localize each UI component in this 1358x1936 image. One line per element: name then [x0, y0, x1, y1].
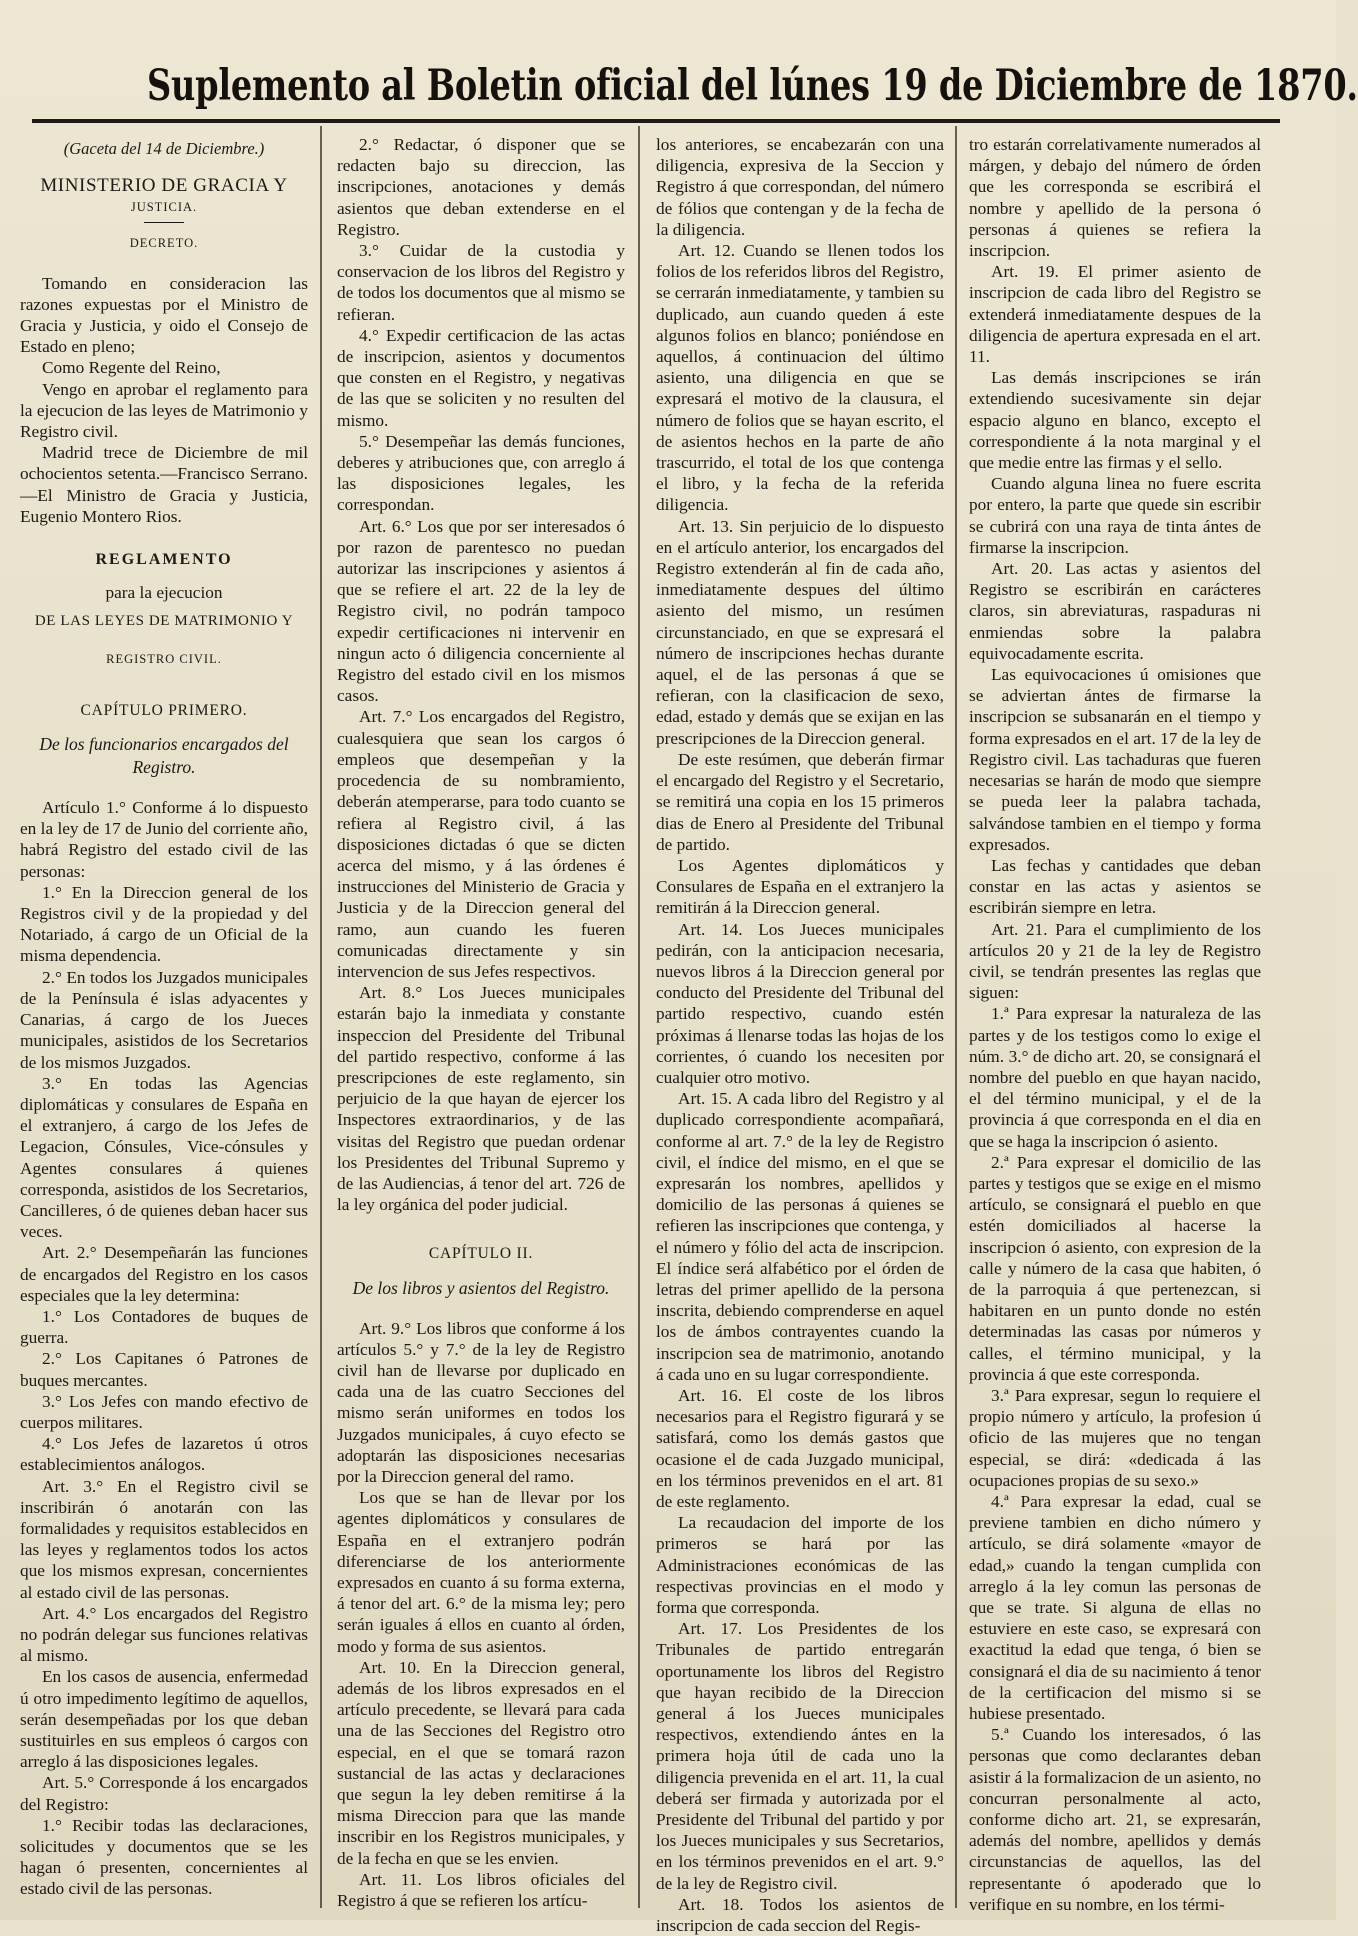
- chapter-title: De los funcionarios encargados del Registro.: [39, 734, 289, 778]
- column-2: [337, 134, 625, 1911]
- article-item: 3.° Cuidar de la custodia y conservacion de los libros del Registro y de todos los documentos que al mismo se refieran.: [337, 241, 625, 324]
- article: Art. 7.° Los encargados del Registro, cualesquiera que sean los cargos ó empleos que desempeñan y la procedencia de su nombramiento, deberán atemperarse, para todo cuanto se refiera al Registro civil, á las disposiciones dictadas ó que se dicten acerca del mismo, y á las órdenes é instrucciones del Ministerio de Gracia y Justicia y de la Direccion general del ramo, aun cuando les fueren comunicadas directamente y sin intervencion de sus Jefes respectivos.: [337, 707, 625, 981]
- paragraph: Los que se han de llevar por los agentes diplomáticos y consulares de España en el extranjero podrán diferenciarse de los anteriormente expresados en cuanto á su forma externa, á tenor del art. 6.° de la misma ley; pero serán iguales á ellos en cuanto al órden, modo y forma de sus asientos.: [337, 1488, 625, 1656]
- short-rule: [144, 222, 184, 223]
- article: Art. 21. Para el cumplimiento de los artículos 20 y 21 de la ley de Registro civil, se tendrán presentes las reglas que siguen:: [969, 919, 1261, 1003]
- paragraph: tro estarán correlativamente numerados al márgen, y debajo del número de órden que les corresponda se escribirá el nombre y apellido de la persona ó personas á quienes se refiera la inscripcion.: [969, 135, 1261, 261]
- article: Art. 15. A cada libro del Registro y al duplicado correspondiente acompañará, conforme al art. 7.° de la ley de Registro civil, el índice del mismo, en el que se expresarán los nombres, apellidos y domicilio de las personas á quienes se refieren las inscripciones que contenga, y el número y fólio del acta de inscripcion. El índice será alfabético por el órden de letras del primer apellido de la persona inscrita, debiendo comprenderse en aquel los de ámbos contrayentes cuando la inscripcion sea de matrimonio, anotando á cada uno en su lugar correspondiente.: [656, 1089, 944, 1384]
- article-item: 4.ª Para expresar la edad, cual se previene tambien en dicho número y artículo, se dirá solamente «mayor de edad,» cuando la tengan cumplida con arreglo á la ley comun las personas de que se trate. Si alguna de ellas no estuviere en este caso, se expresará con exactitud la edad que tenga, ó bien se consignará el dia de su nacimiento á tenor de la certificacion del mismo si se hubiese presentado.: [969, 1492, 1261, 1724]
- column-4: [969, 134, 1261, 1914]
- article: Art. 16. El coste de los libros necesarios para el Registro figurará y se satisfará, como los demás gastos que ocasione el de cada Juzgado municipal, en los términos prevenidos en el art. 81 de este reglamento.: [656, 1385, 944, 1511]
- decree-heading: DECRETO.: [129, 236, 199, 251]
- article-item: 3.° En todas las Agencias diplomáticas y consulares de España en el extranjero, á cargo de los Jefes de Legacion, Cónsules, Vice-cónsules y Agentes consulares á quienes corresponda, asistidos de los Secretarios, Cancilleres, ó de quienes deban hacer sus veces.: [20, 1073, 308, 1242]
- paragraph: Vengo en aprobar el reglamento para la ejecucion de las leyes de Matrimonio y Registro civil.: [20, 379, 308, 442]
- subheading: DE LAS LEYES DE MATRIMONIO Y: [34, 613, 294, 630]
- paragraph: De este resúmen, que deberán firmar el encargado del Registro y el Secretario, se remitirá una copia en los 15 primeros dias de Enero al Presidente del Tribunal de partido.: [656, 749, 944, 854]
- paragraph: Madrid trece de Diciembre de mil ochocientos setenta.—Francisco Serrano.—El Ministro de Gracia y Justicia, Eugenio Montero Rios.: [20, 443, 308, 526]
- subheading: para la ejecucion: [105, 583, 223, 603]
- article-item: 4.° Los Jefes de lazaretos ú otros establecimientos análogos.: [20, 1434, 308, 1475]
- column-1: [20, 134, 308, 1906]
- article: Artículo 1.° Conforme á lo dispuesto en la ley de 17 de Junio del corriente año, habrá Registro del estado civil de las personas:: [20, 798, 308, 881]
- reglamento-heading: REGLAMENTO: [95, 551, 233, 569]
- article-item: 1.° En la Direccion general de los Registros civil y de la propiedad y del Notariado, á cargo de un Oficial de la misma dependencia.: [20, 882, 308, 966]
- article: Art. 20. Las actas y asientos del Registro se escribirán en carácteres claros, sin abreviaturas, raspaduras ni enmiendas sobre la palabra equivocadamente escrita.: [969, 559, 1261, 663]
- article-item: 4.° Expedir certificacion de las actas de inscripcion, asientos y documentos que consten en el Registro, y negativas de las que se soliciten y no resulten del mismo.: [337, 325, 625, 430]
- article: Art. 5.° Corresponde á los encargados del Registro:: [20, 1773, 308, 1814]
- article-item: 1.ª Para expresar la naturaleza de las partes y de los testigos como lo exige el núm. 3.° de dicho art. 20, se consignará el nombre del pueblo en que hayan nacido, el del término municipal, y el de la provincia á que corresponda en el dia en que se haga la inscripcion ó asiento.: [969, 1004, 1261, 1151]
- article: Art. 9.° Los libros que conforme á los artículos 5.° y 7.° de la ley de Registro civil han de llevarse por duplicado en cada una de las cuatro Secciones del mismo serán uniformes en todos los Juzgados municipales, á cuyo efecto se adoptarán las disposiciones necesarias por la Direccion general del ramo.: [337, 1318, 625, 1486]
- article-item: 2.° Redactar, ó disponer que se redacten bajo su direccion, las inscripciones, anotaciones y demás asientos que deban extenderse en el Registro.: [337, 135, 625, 239]
- article: Art. 6.° Los que por ser interesados ó por razon de parentesco no puedan autorizar las inscripciones y asientos á que se refiere el art. 22 de la ley de Registro civil, no podrán tampoco expedir certificaciones ni intervenir en ningun acto ó diligencia concerniente al Registro del estado civil en los mismos casos.: [337, 516, 625, 706]
- article: Art. 10. En la Direccion general, además de los libros expresados en el artículo precedente, se llevará para cada una de las Secciones del Registro otro especial, en el que se tomará razon sustancial de las actas y declaraciones que segun la ley deben remitirse á la misma Direccion para que las mande inscribir en los Registros municipales, y de la fecha en que se les envien.: [337, 1657, 625, 1868]
- article: Art. 11. Los libros oficiales del Registro á que se refieren los artícu-: [337, 1869, 625, 1911]
- article-item: 2.° En todos los Juzgados municipales de la Península é islas adyacentes y Canarias, á cargo de los Jueces municipales, asistidos de los Secretarios de los mismos Juzgados.: [20, 967, 308, 1072]
- chapter-heading: CAPÍTULO II.: [428, 1245, 534, 1263]
- column-3: [656, 134, 944, 1936]
- ministry-heading-cont: JUSTICIA.: [130, 200, 198, 215]
- paragraph: Cuando alguna linea no fuere escrita por entero, la parte que quede sin escribir se cubrirá con una raya de tinta ántes de firmarse la inscripcion.: [969, 474, 1261, 557]
- article: Art. 3.° En el Registro civil se inscribirán ó anotarán con las formalidades y requisitos establecidos en las leyes y reglamentos todos los actos que los mismos expresan, concernientes al estado civil de las personas.: [20, 1476, 308, 1602]
- article: Art. 18. Todos los asientos de inscripcion de cada seccion del Regis-: [656, 1894, 944, 1936]
- masthead-title: Suplemento al Boletin oficial del lúnes 19 de Diciembre de 1870.: [146, 61, 1358, 111]
- chapter-title: De los libros y asientos del Registro.: [352, 1277, 610, 1298]
- article-item: 3.ª Para expresar, segun lo requiere el propio número y artículo, la profesion ú oficio de las mujeres que no tengan especial, se dirá: «dedicada á las ocupaciones propias de su sexo.»: [969, 1385, 1261, 1490]
- article: Art. 4.° Los encargados del Registro no podrán delegar sus funciones relativas al mismo.: [20, 1603, 308, 1666]
- article-item: 2.ª Para expresar el domicilio de las partes y testigos que se exige en el mismo artículo, se consignará el pueblo en que estén domiciliados al hacerse la inscripcion ó asiento, con expresion de la calle y número de la casa que habiten, ó de la parroquia á que pertenezcan, si habitaren en un punto donde no estén determinadas las casas por números y calles, el término municipal, y la provincia á que este corresponda.: [969, 1152, 1261, 1384]
- article: Art. 12. Cuando se llenen todos los folios de los referidos libros del Registro, se cerrarán inmediatamente, y tambien su duplicado, aun cuando queden á este algunos folios en blanco; poniéndose en aquellos, á continuacion del último asiento, una diligencia en que se expresará el motivo de la clausura, el número de folios que se hayan escrito, el de asientos hechos en la parte de año trascurrido, el total de los que contenga el libro, y la fecha de la referida diligencia.: [656, 241, 944, 515]
- article-item: 3.° Los Jefes con mando efectivo de cuerpos militares.: [20, 1391, 308, 1432]
- paragraph: los anteriores, se encabezarán con una diligencia, expresiva de la Seccion y Registro á que correspondan, del número de fólios que contengan y de la fecha de la diligencia.: [656, 135, 944, 239]
- article: Art. 13. Sin perjuicio de lo dispuesto en el artículo anterior, los encargados del Registro extenderán al fin de cada año, inmediatamente despues del último asiento del mismo, un resúmen circunstanciado, en que se expresará el número de inscripciones hechas durante aquel, el de las personas á que se refieran, con la clasificacion de sexo, edad, estado y demás que se exijan en las prescripciones de la Direccion general.: [656, 516, 944, 748]
- article: Art. 2.° Desempeñarán las funciones de encargados del Registro en los casos especiales que la ley determina:: [20, 1243, 308, 1305]
- article: Art. 19. El primer asiento de inscripcion de cada libro del Registro se extenderá inmediatamente despues de la diligencia de apertura expresada en el art. 11.: [969, 262, 1261, 367]
- masthead-rule: [32, 119, 1280, 123]
- article-item: 2.° Los Capitanes ó Patrones de buques mercantes.: [20, 1349, 308, 1390]
- paragraph: La recaudacion del importe de los primeros se hará por las Administraciones económicas de las respectivas provincias en el modo y forma que corresponda.: [656, 1513, 944, 1618]
- article-item: 5.ª Cuando los interesados, ó las personas que como declarantes deban asistir á la formalizacion de un asiento, no concurran personalmente al acto, conforme dicho art. 21, se expresarán, además del nombre, apellidos y demás circunstancias de aquellos, las del representante ó apoderado que lo verifique en su nombre, en los térmi-: [969, 1725, 1261, 1914]
- article: Art. 8.° Los Jueces municipales estarán bajo la inmediata y constante inspeccion del Presidente del Tribunal del partido respectivo, conforme á las prescripciones de este reglamento, sin perjuicio de la que hayan de ejercer los Inspectores extraordinarios, y de las visitas del Registro que puedan ordenar los Presidentes del Tribunal Supremo y de las Audiencias, á tenor del art. 726 de la ley orgánica del poder judicial.: [337, 983, 625, 1215]
- chapter-heading: CAPÍTULO PRIMERO.: [80, 701, 248, 719]
- column-divider: [320, 126, 322, 1908]
- paragraph: Las demás inscripciones se irán extendiendo sucesivamente sin dejar espacio alguno en blanco, excepto el correspondiente á la nota marginal y el que medie entre las firmas y el sello.: [969, 368, 1261, 473]
- article-item: 1.° Recibir todas las declaraciones, solicitudes y documentos que se les hagan ó presenten, concernientes al estado civil de las personas.: [20, 1815, 308, 1899]
- paragraph: Tomando en consideracion las razones expuestas por el Ministro de Gracia y Justicia, y oido el Consejo de Estado en pleno;: [20, 273, 308, 357]
- paragraph: Como Regente del Reino,: [42, 358, 221, 378]
- article: Art. 17. Los Presidentes de los Tribunales de partido entregarán oportunamente los libros del Registro que hayan recibido de la Direccion general á los Jueces municipales respectivos, extendiendo ántes en la primera hoja útil de cada uno la diligencia prevenida en el art. 11, la cual deberá ser firmada y autorizada por el Presidente del Tribunal del partido y por los Jueces municipales y sus Secretarios, en los términos prevenidos en el art. 9.° de la ley de Registro civil.: [656, 1619, 944, 1893]
- article: Art. 14. Los Jueces municipales pedirán, con la anticipacion necesaria, nuevos libros á la Direccion general por conducto del Presidente del Tribunal del partido respectivo, cuando estén próximas á llenarse todas las hojas de los corrientes, ó cuando los necesiten por cualquier otro motivo.: [656, 919, 944, 1087]
- gaceta-reference: (Gaceta del 14 de Diciembre.): [63, 139, 265, 158]
- ministry-heading: MINISTERIO DE GRACIA Y: [40, 175, 288, 197]
- article-item: 5.° Desempeñar las demás funciones, deberes y atribuciones que, con arreglo á las disposiciones legales, les correspondan.: [337, 431, 625, 515]
- article-item: 1.° Los Contadores de buques de guerra.: [20, 1306, 308, 1348]
- paragraph: Los Agentes diplomáticos y Consulares de España en el extranjero la remitirán á la Direccion general.: [656, 855, 944, 918]
- paragraph: Las equivocaciones ú omisiones que se adviertan ántes de firmarse la inscripcion se subsanarán en el tiempo y forma expresados en el art. 17 de la ley de Registro civil. Las tachaduras que fueren necesarias se harán de modo que siempre se pueda leer la palabra tachada, salvándose tambien en el tiempo y forma expresados.: [969, 665, 1261, 854]
- column-divider: [955, 126, 957, 1908]
- subheading: REGISTRO CIVIL.: [106, 651, 222, 666]
- paragraph: Las fechas y cantidades que deban constar en las actas y asientos se escribirán siempre en letra.: [969, 855, 1261, 918]
- column-divider: [638, 126, 640, 1908]
- paragraph: En los casos de ausencia, enfermedad ú otro impedimento legítimo de aquellos, serán desempeñadas por los que deban sustituirles en sus empleos ó cargos con arreglo á las disposiciones legales.: [20, 1667, 308, 1772]
